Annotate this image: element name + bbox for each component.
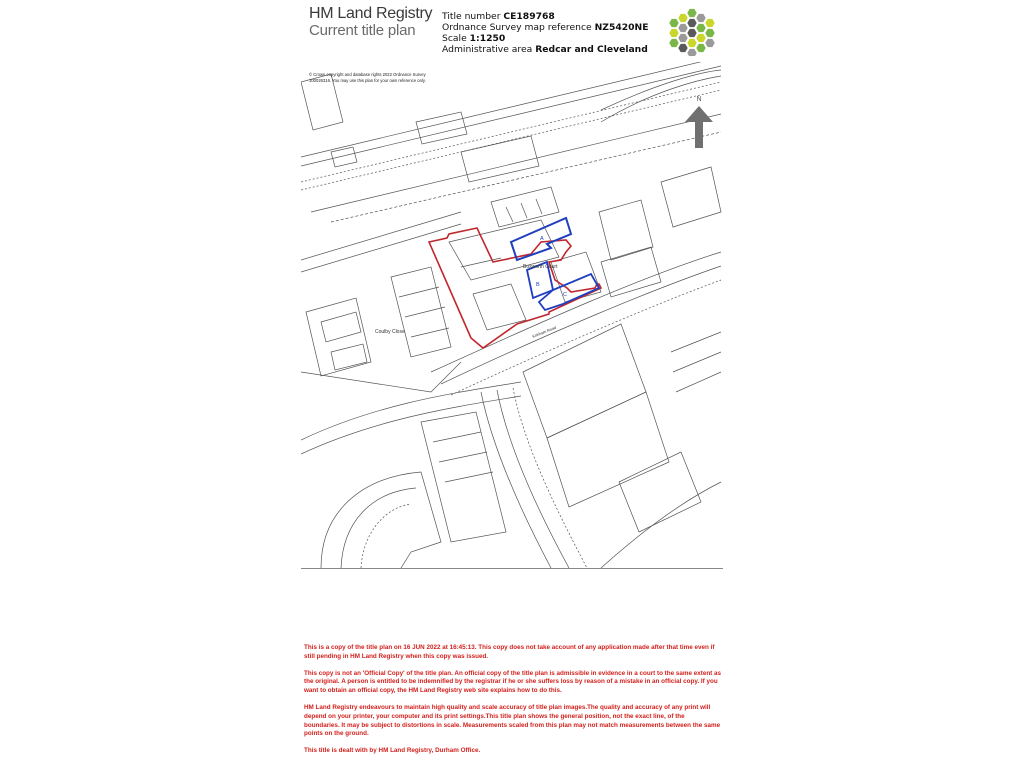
logo-hexagon	[705, 19, 715, 28]
building-outline	[361, 504, 411, 568]
track-line	[301, 90, 721, 190]
track-line	[331, 132, 721, 222]
hexagon-cluster-logo	[669, 6, 715, 56]
road-edge	[671, 332, 721, 392]
building-outline	[399, 287, 439, 297]
map-copyright-1: © Crown copyright and database rights 2022 Ordnance Survey	[309, 72, 426, 77]
building-outline	[421, 412, 506, 542]
road-edge	[301, 396, 521, 454]
logo-hexagon	[687, 29, 697, 38]
label-bosworth-court: Bosworth Court	[523, 264, 558, 270]
disclaimer-paragraph: This copy is not an 'Official Copy' of the title plan. An official copy of the title plan is admissible in evidence in a court to the same extent as the original. A person is entitled to be indemnified by the registrar if he or she suffers loss by reason of a mistake in an official copy. If you want to obtain an official copy, the HM Land Registry web site explains how to do this.	[304, 669, 722, 695]
map-canvas	[301, 62, 723, 568]
building-outline	[601, 247, 661, 297]
building-outline	[461, 136, 539, 182]
scale-row	[442, 33, 648, 44]
label-kirkham-road: Kirkham Road	[531, 324, 557, 339]
logo-hexagon	[687, 49, 697, 57]
scale-value: 1:1250	[469, 33, 506, 44]
logo-hexagon	[687, 19, 697, 28]
logo-hexagon	[696, 24, 706, 33]
title-metadata	[442, 11, 648, 55]
building-outline	[661, 167, 721, 227]
title-plan-page	[301, 0, 723, 768]
part-b-label: B	[536, 282, 540, 288]
admin-area-row	[442, 44, 648, 55]
label-coulby-close: Coulby Close	[375, 329, 405, 335]
title-number-row	[442, 11, 648, 22]
admin-area-label: Administrative area	[442, 44, 533, 55]
building-outline	[331, 147, 357, 167]
logo-hexagon	[696, 14, 706, 23]
map-copyright-2: 100026316. You may use this plan for your own reference only.	[309, 78, 426, 83]
road-edge	[441, 266, 721, 384]
logo-hexagon	[696, 44, 706, 53]
admin-area: Redcar and Cleveland	[535, 44, 648, 55]
logo-hexagon	[669, 19, 679, 28]
logo-hexagon	[705, 39, 715, 48]
north-arrow-icon	[685, 106, 713, 148]
track-line	[311, 114, 721, 212]
building-outline	[461, 258, 501, 267]
title-boundary	[429, 228, 601, 348]
logo-hexagon	[696, 34, 706, 43]
logo-hexagon	[669, 39, 679, 48]
disclaimer-paragraph: This title is dealt with by HM Land Registry, Durham Office.	[304, 747, 481, 755]
road-edge	[301, 382, 521, 440]
part-c-label: C	[563, 292, 567, 298]
logo-hexagon	[678, 34, 688, 43]
building-outline	[547, 392, 669, 507]
building-outline	[306, 298, 371, 376]
part-a-label: A	[540, 236, 544, 242]
road-edge	[601, 482, 721, 568]
building-outline	[321, 312, 361, 342]
org-name: HM Land Registry	[309, 5, 433, 22]
disclaimer-paragraph: This is a copy of the title plan on 16 JUN 2022 at 16:45:13. This copy does not take account of any application made after that time even if still pending in HM Land Registry when this copy was issued.	[304, 644, 715, 660]
building-outline	[341, 488, 416, 568]
logo-hexagon	[678, 14, 688, 23]
title-plan-map	[301, 62, 723, 569]
building-outline	[391, 267, 451, 357]
title-number-label: Title number	[442, 11, 501, 22]
road-edge	[301, 362, 461, 392]
logo-hexagon	[678, 44, 688, 53]
road-edge	[431, 252, 721, 372]
os-ref-row	[442, 22, 648, 33]
logo-hexagon	[687, 39, 697, 48]
os-ref: NZ5420NE	[594, 22, 649, 33]
plan-header	[301, 0, 723, 62]
road-edge	[497, 390, 569, 568]
logo-hexagon	[669, 29, 679, 38]
road-edge	[513, 388, 587, 568]
road-edge	[481, 392, 551, 568]
os-ref-label: Ordnance Survey map reference	[442, 22, 592, 33]
building-outline	[433, 432, 493, 482]
track-line	[301, 82, 721, 182]
road-edge	[451, 280, 721, 395]
logo-hexagon	[687, 9, 697, 18]
road-edge	[301, 224, 461, 272]
building-outline	[599, 200, 653, 260]
document-kind: Current title plan	[309, 22, 416, 39]
disclaimer-paragraph: HM Land Registry endeavours to maintain high quality and scale accuracy of title plan images.The quality and accuracy of any print will depend on your printer, your computer and its print settings.This title plan shows the general position, not the exact line, of the boundaries. It may be subject to distortions in scale. Measurements scaled from this plan may not match measurements between the same points on the ground.	[304, 703, 721, 738]
logo-hexagon	[705, 29, 715, 38]
building-outline	[506, 199, 542, 222]
scale-label: Scale	[442, 33, 467, 44]
building-outline	[405, 307, 445, 317]
building-outline	[331, 344, 367, 370]
logo-hexagon	[678, 24, 688, 33]
building-outline	[411, 328, 449, 337]
building-outline	[491, 187, 559, 227]
road-edge	[301, 212, 461, 260]
title-number: CE189768	[503, 11, 555, 22]
north-label: N	[696, 96, 702, 103]
disclaimer-block	[304, 644, 722, 764]
